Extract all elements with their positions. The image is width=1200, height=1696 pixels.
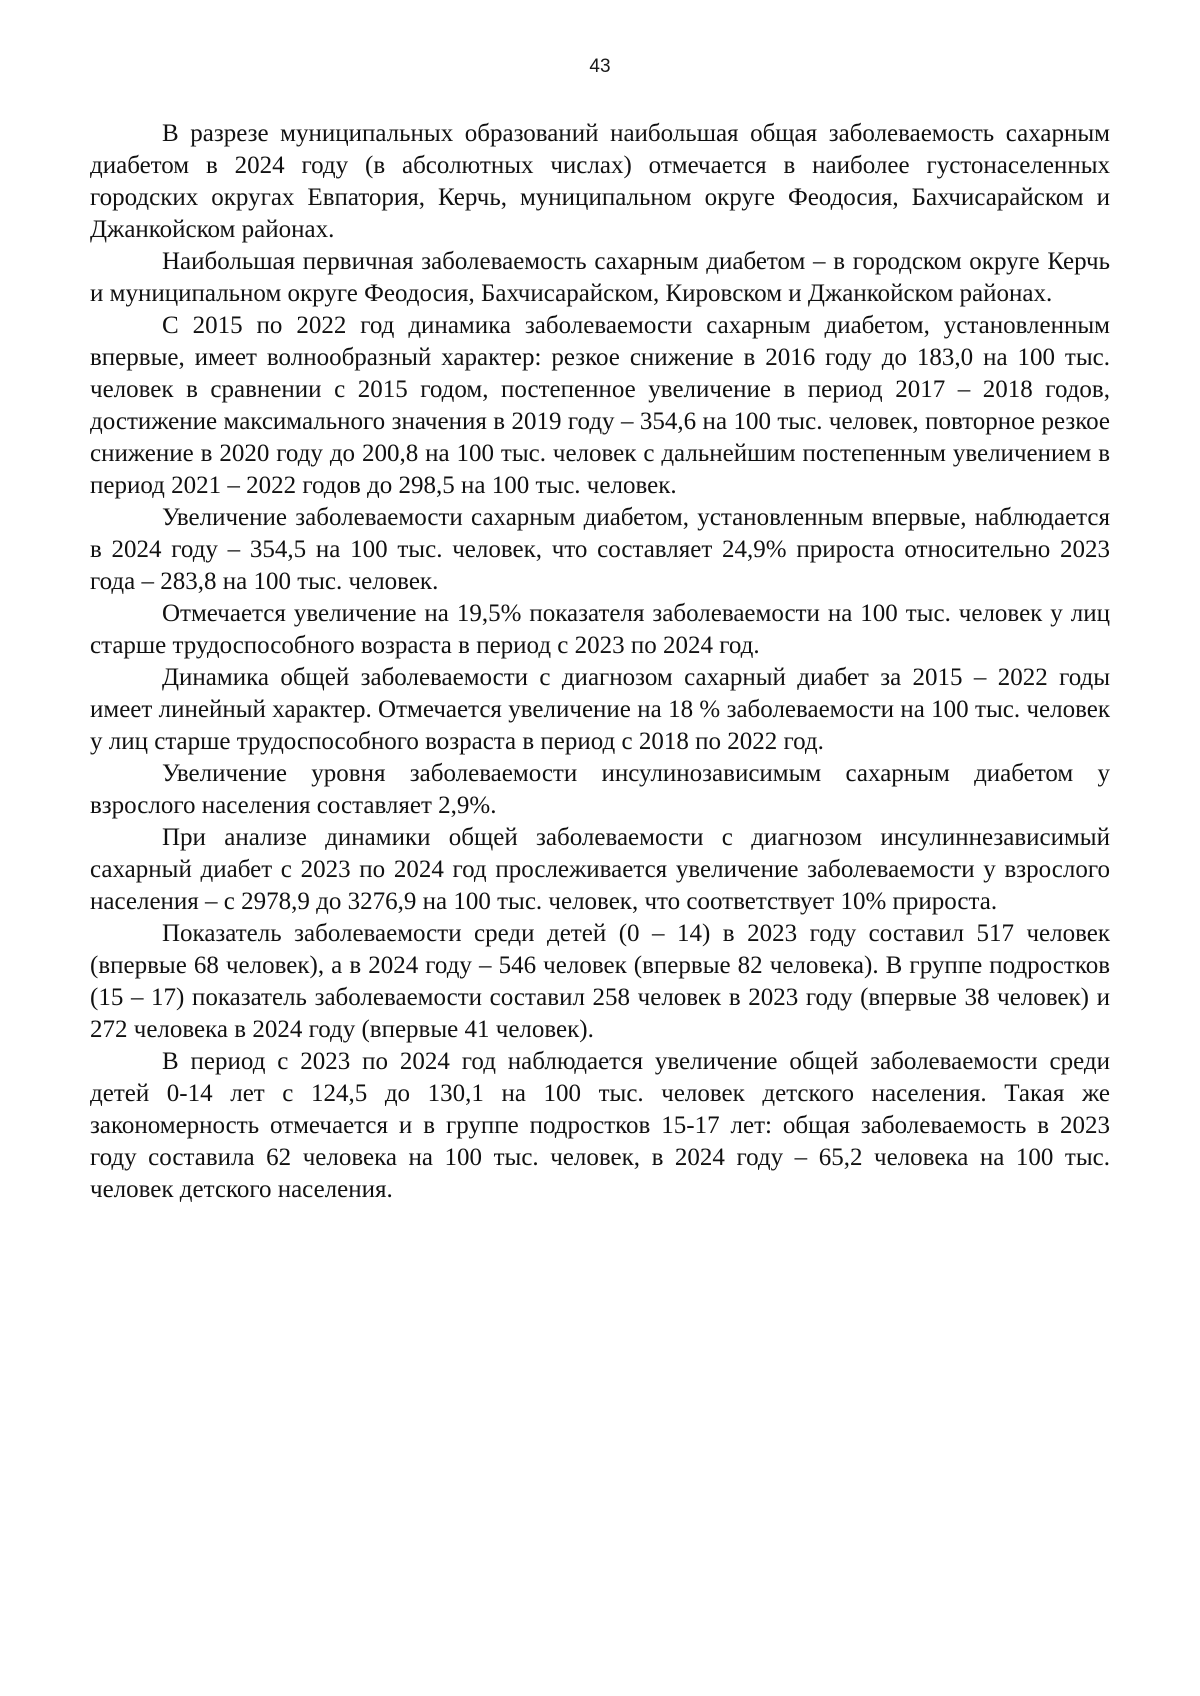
paragraph: Динамика общей заболеваемости с диагнозом сахарный диабет за 2015 – 2022 годы имеет линейный характер. Отмечается увеличение на 18 % заболеваемости на 100 тыс. человек у лиц старше трудоспособного возраста в период с 2018 по 2022 год. (90, 664, 1110, 755)
paragraph: В разрезе муниципальных образований наибольшая общая заболеваемость сахарным диабетом в 2024 году (в абсолютных числах) отмечается в наиболее густонаселенных городских округах Евпатория, Керчь, муниципальном округе Феодосия, Бахчисарайском и Джанкойском районах. (90, 120, 1110, 243)
page-number: 43 (589, 56, 611, 77)
paragraph: Увеличение уровня заболеваемости инсулинозависимым сахарным диабетом у взрослого населения составляет 2,9%. (90, 760, 1110, 819)
paragraph: С 2015 по 2022 год динамика заболеваемости сахарным диабетом, установленным впервые, имеет волнообразный характер: резкое снижение в 2016 году до 183,0 на 100 тыс. человек в сравнении с 2015 годом, постепенное увеличение в период 2017 – 2018 годов, достижение максимального значения в 2019 году – 354,6 на 100 тыс. человек, повторное резкое снижение в 2020 году до 200,8 на 100 тыс. человек с дальнейшим постепенным увеличением в период 2021 – 2022 годов до 298,5 на 100 тыс. человек. (90, 312, 1110, 499)
paragraph: Отмечается увеличение на 19,5% показателя заболеваемости на 100 тыс. человек у лиц старше трудоспособного возраста в период с 2023 по 2024 год. (90, 600, 1110, 659)
paragraph: При анализе динамики общей заболеваемости с диагнозом инсулиннезависимый сахарный диабет с 2023 по 2024 год прослеживается увеличение заболеваемости у взрослого населения – с 2978,9 до 3276,9 на 100 тыс. человек, что соответствует 10% прироста. (90, 824, 1110, 915)
paragraph: Показатель заболеваемости среди детей (0 – 14) в 2023 году составил 517 человек (впервые 68 человек), а в 2024 году – 546 человек (впервые 82 человека). В группе подростков (15 – 17) показатель заболеваемости составил 258 человек в 2023 году (впервые 38 человек) и 272 человека в 2024 году (впервые 41 человек). (90, 920, 1110, 1043)
paragraph: Увеличение заболеваемости сахарным диабетом, установленным впервые, наблюдается в 2024 году – 354,5 на 100 тыс. человек, что составляет 24,9% прироста относительно 2023 года – 283,8 на 100 тыс. человек. (90, 504, 1110, 595)
body-text (90, 118, 1110, 1206)
paragraph: Наибольшая первичная заболеваемость сахарным диабетом – в городском округе Керчь и муниципальном округе Феодосия, Бахчисарайском, Кировском и Джанкойском районах. (90, 248, 1110, 307)
paragraph: В период с 2023 по 2024 год наблюдается увеличение общей заболеваемости среди детей 0-14 лет с 124,5 до 130,1 на 100 тыс. человек детского населения. Такая же закономерность отмечается и в группе подростков 15-17 лет: общая заболеваемость в 2023 году составила 62 человека на 100 тыс. человек, в 2024 году – 65,2 человека на 100 тыс. человек детского населения. (90, 1048, 1110, 1203)
